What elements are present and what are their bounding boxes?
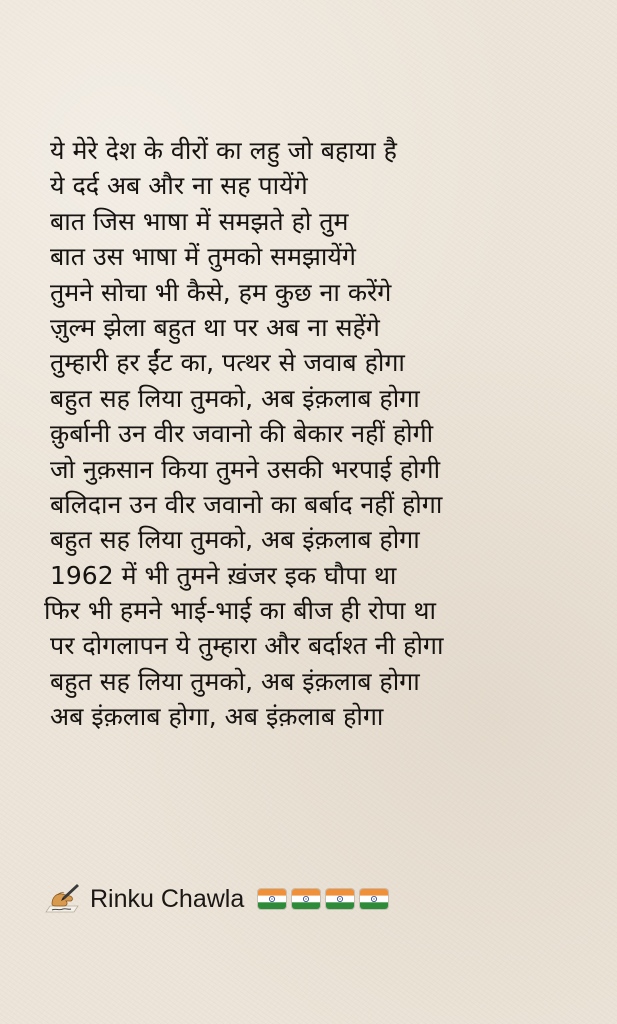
poem-line: 1962 में भी तुमने ख़ंजर इक घौपा था <box>50 560 397 590</box>
india-flag-icon <box>258 889 286 909</box>
poem-line: बहुत सह लिया तुमको, अब इंक़लाब होगा <box>50 383 420 413</box>
poem-text <box>42 133 612 735</box>
poem-line: तुम्हारी हर ईंट का, पत्थर से जवाब होगा <box>50 348 405 378</box>
poem-line: बात उस भाषा में तुमको समझायेंगे <box>50 242 356 272</box>
poem-line: बहुत सह लिया तुमको, अब इंक़लाब होगा <box>50 666 420 696</box>
india-flag-icon <box>292 889 320 909</box>
poem-line: फिर भी हमने भाई-भाई का बीज ही रोपा था <box>44 596 436 626</box>
poem-line: क़ुर्बानी उन वीर जवानो की बेकार नहीं होगी <box>50 419 434 449</box>
poem-line: तुमने सोचा भी कैसे, हम कुछ ना करेंगे <box>50 277 392 307</box>
poem-line: बलिदान उन वीर जवानो का बर्बाद नहीं होगा <box>50 489 443 519</box>
flags-group <box>258 889 388 909</box>
india-flag-icon <box>360 889 388 909</box>
writing-hand-icon <box>44 882 82 916</box>
india-flag-icon <box>326 889 354 909</box>
poem-line: बहुत सह लिया तुमको, अब इंक़लाब होगा <box>50 525 420 555</box>
poem-line: जो नुक़सान किया तुमने उसकी भरपाई होगी <box>50 454 441 484</box>
signature <box>44 880 388 918</box>
poem-line: बात जिस भाषा में समझते हो तुम <box>50 206 349 236</box>
poem-line: ये दर्द अब और ना सह पायेंगे <box>50 171 308 201</box>
poem-line: अब इंक़लाब होगा, अब इंक़लाब होगा <box>50 702 384 732</box>
poem-line: पर दोगलापन ये तुम्हारा और बर्दाश्त नी होगा <box>50 631 444 661</box>
signature-name: Rinku Chawla <box>90 884 245 913</box>
poem-line: ये मेरे देश के वीरों का लहु जो बहाया है <box>50 136 397 165</box>
poem-line: ज़ुल्म झेला बहुत था पर अब ना सहेंगे <box>50 312 380 342</box>
